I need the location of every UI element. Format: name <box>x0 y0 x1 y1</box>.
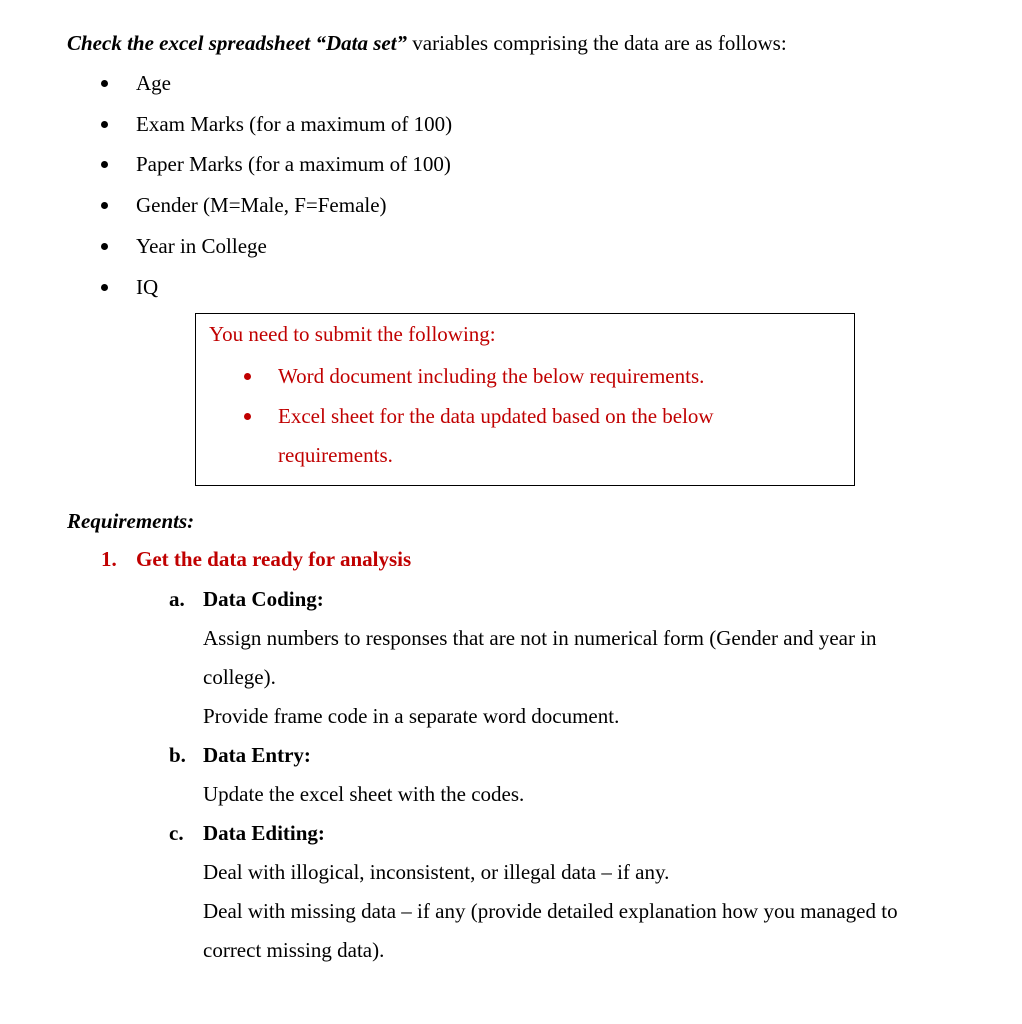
list-item: Gender (M=Male, F=Female) <box>136 193 387 217</box>
intro-rest: variables comprising the data are as follows: <box>407 31 787 55</box>
list-item: Year in College <box>136 234 267 258</box>
data-entry-title: Data Entry: <box>203 743 311 767</box>
step-title: Get the data ready for analysis <box>136 547 412 571</box>
bullet-icon <box>101 202 108 209</box>
list-item: Exam Marks (for a maximum of 100) <box>136 112 453 136</box>
submission-item: Word document including the below requirements. <box>278 364 705 388</box>
data-coding-title: Data Coding: <box>203 587 324 611</box>
intro-paragraph <box>67 33 787 54</box>
requirements-heading: Requirements: <box>67 509 195 533</box>
intro-lead: Check the excel spreadsheet “Data set” <box>67 31 408 55</box>
submission-item: Excel sheet for the data updated based on the below <box>278 404 714 428</box>
submission-heading: You need to submit the following: <box>209 322 496 346</box>
data-editing-title: Data Editing: <box>203 821 325 845</box>
bullet-icon <box>101 121 108 128</box>
data-coding-text: Assign numbers to responses that are not in numerical form (Gender and year in <box>203 626 877 650</box>
data-editing-text: Deal with illogical, inconsistent, or illegal data – if any. <box>203 860 670 884</box>
list-item: Age <box>136 71 171 95</box>
bullet-icon <box>244 413 251 420</box>
bullet-icon <box>244 373 251 380</box>
data-editing-text: Deal with missing data – if any (provide detailed explanation how you managed to <box>203 899 898 923</box>
submission-item-continued: requirements. <box>278 443 393 467</box>
list-item: IQ <box>136 275 159 299</box>
sub-step-letter: a. <box>169 587 185 611</box>
bullet-icon <box>101 243 108 250</box>
data-coding-text: Provide frame code in a separate word document. <box>203 704 620 728</box>
bullet-icon <box>101 80 108 87</box>
sub-step-letter: b. <box>169 743 186 767</box>
data-entry-text: Update the excel sheet with the codes. <box>203 782 525 806</box>
data-editing-text: correct missing data). <box>203 938 385 962</box>
list-item: Paper Marks (for a maximum of 100) <box>136 152 451 176</box>
step-number: 1. <box>101 547 117 571</box>
sub-step-letter: c. <box>169 821 184 845</box>
bullet-icon <box>101 161 108 168</box>
bullet-icon <box>101 284 108 291</box>
data-coding-text: college). <box>203 665 276 689</box>
